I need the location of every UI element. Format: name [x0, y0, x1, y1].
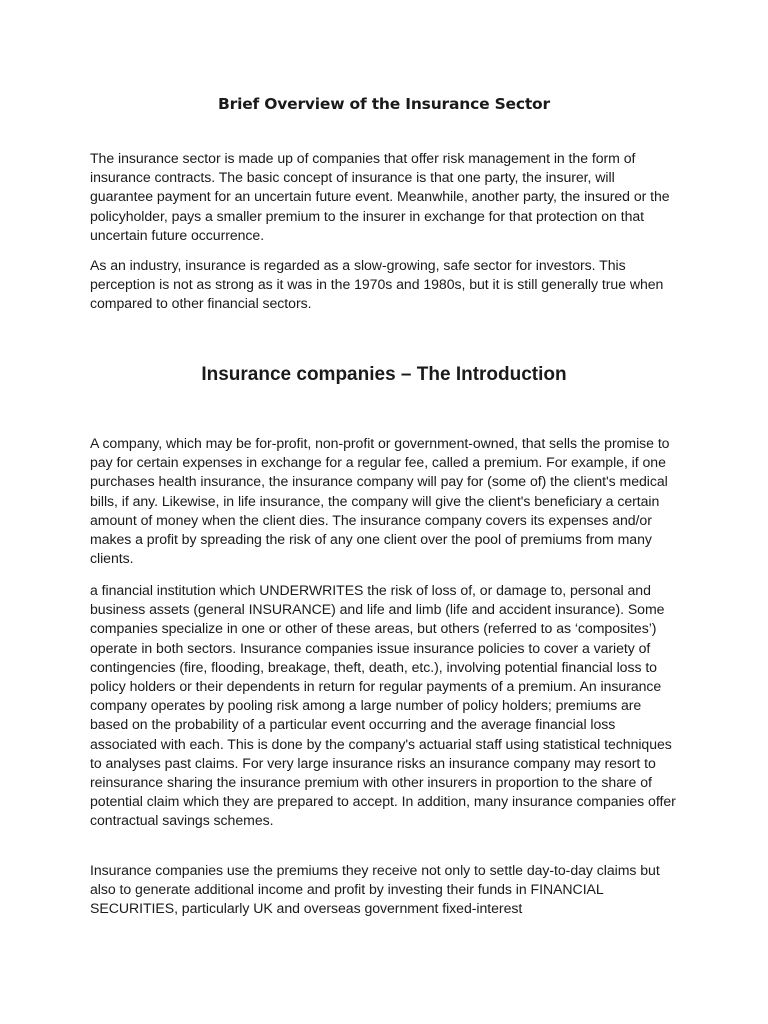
- intro-paragraph-2: a financial institution which UNDERWRITES the risk of loss of, or damage to, personal and business assets (general INSURANCE) and life and limb (life and accident insurance). Some companies specialize in one or other of these areas, but others (referred to as ‘composites’) operate in both sectors. Insurance companies issue insurance policies to cover a variety of contingencies (fire, flooding, breakage, theft, death, etc.), involving potential financial loss to policy holders or their dependents in return for regular payments of a premium. An insurance company operates by pooling risk among a large number of policy holders; premiums are based on the probability of a particular event occurring and the average financial loss associated with each. This is done by the company's actuarial staff using statistical techniques to analyses past claims. For very large insurance risks an insurance company may resort to reinsurance sharing the insurance premium with other insurers in proportion to the share of potential claim which they are prepared to accept. In addition, many insurance companies offer contractual savings schemes.: [90, 582, 676, 829]
- overview-paragraph-1: The insurance sector is made up of companies that offer risk management in the form of insurance contracts. The basic concept of insurance is that one party, the insurer, will guarantee payment for an uncertain future event. Meanwhile, another party, the insured or the policyholder, pays a smaller premium to the insurer in exchange for that protection on that uncertain future occurrence.: [90, 150, 670, 243]
- overview-paragraph-2: As an industry, insurance is regarded as a slow-growing, safe sector for investors. This perception is not as strong as it was in the 1970s and 1980s, but it is still generally true when compared to other financial sectors.: [90, 257, 664, 312]
- section-title-introduction: Insurance companies – The Introduction: [201, 364, 567, 385]
- section-title-overview: Brief Overview of the Insurance Sector: [218, 95, 550, 113]
- intro-paragraph-1: A company, which may be for-profit, non-profit or government-owned, that sells the promise to pay for certain expenses in exchange for a regular fee, called a premium. For example, if one purchases health insurance, the insurance company will pay for (some of) the client's medical bills, if any. Likewise, in life insurance, the company will give the client's beneficiary a certain amount of money when the client dies. The insurance company covers its expenses and/or makes a profit by spreading the risk of any one client over the pool of premiums from many clients.: [90, 435, 670, 567]
- intro-paragraph-3: Insurance companies use the premiums they receive not only to settle day-to-day claims but also to generate additional income and profit by investing their funds in FINANCIAL SECURITIES, particularly UK and overseas government fixed-interest: [90, 862, 660, 917]
